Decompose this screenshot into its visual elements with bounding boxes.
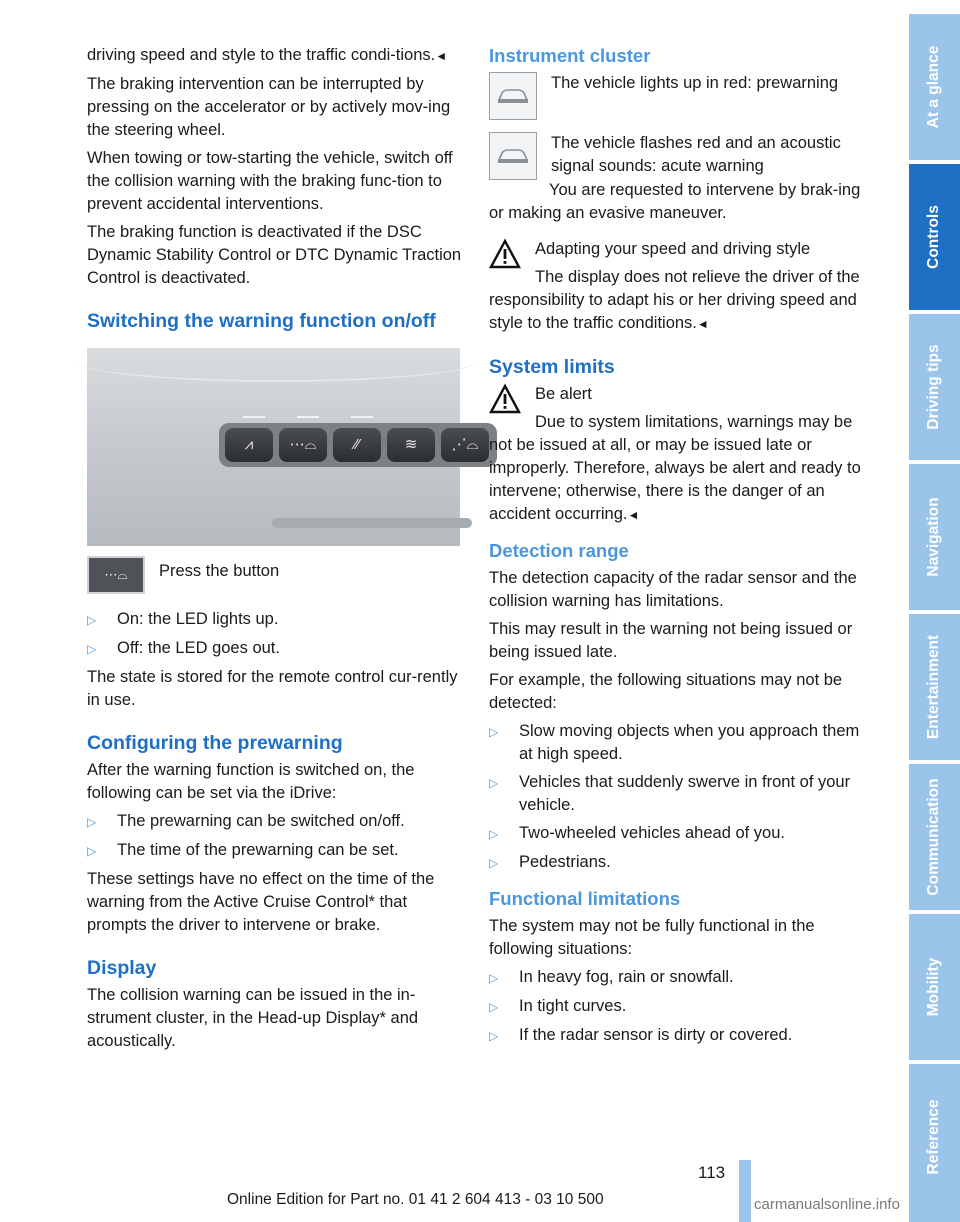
paragraph-settings: These settings have no effect on the time of the warning from the Active Cruise Control* that prompts the driver to intervene or brake. <box>87 870 435 934</box>
lane-departure-button-icon: ⩘ <box>225 428 273 462</box>
paragraph-functional: The system may not be fully functional in the following situations: <box>489 917 815 958</box>
collision-warning-icon: ⋯⌓ <box>87 556 145 594</box>
cluster-flash-row <box>489 132 865 183</box>
cluster-red-row <box>489 72 865 120</box>
list-item: ▷ The prewarning can be switched on/off. <box>87 810 463 834</box>
lane-change-button-icon: ⁄⁄ <box>333 428 381 462</box>
paragraph-detect-2: This may result in the warning not being issued or being issued late. <box>489 620 853 661</box>
heading-instrument-cluster: Instrument cluster <box>489 45 651 66</box>
right-column <box>489 44 865 1053</box>
press-button-row <box>87 556 463 594</box>
paragraph-display: The collision warning can be issued in the in-strument cluster, in the Head-up Display* and acoustically. <box>87 986 419 1050</box>
page-number: 113 <box>698 1163 726 1182</box>
paragraph-config: After the warning function is switched on, the following can be set via the iDrive: <box>87 761 415 802</box>
warning-alert-title: Be alert <box>535 385 592 403</box>
collision-warning-button-icon: ⋯⌓ <box>279 428 327 462</box>
watermark: carmanualsonline.info <box>754 1196 900 1213</box>
paragraph-detect-1: The detection capacity of the radar sensor and the collision warning has limitations. <box>489 569 857 610</box>
end-mark: ◄ <box>435 49 448 63</box>
tab-communication[interactable]: Communication <box>909 764 960 910</box>
tab-mobility[interactable]: Mobility <box>909 914 960 1060</box>
paragraph-towing: When towing or tow-starting the vehicle, switch off the collision warning with the braking func-tion to prevent accidental interventions. <box>87 149 453 213</box>
bullet-icon: ▷ <box>489 1029 499 1043</box>
vehicle-icon <box>489 72 537 120</box>
list-item: ▷ Vehicles that suddenly swerve in front of your vehicle. <box>489 771 865 817</box>
list-item: ▷ In tight curves. <box>489 995 865 1019</box>
tab-reference[interactable]: Reference <box>909 1064 960 1222</box>
bullet-icon: ▷ <box>489 776 499 790</box>
bullet-icon: ▷ <box>489 856 499 870</box>
list-item: ▷ In heavy fog, rain or snowfall. <box>489 966 865 990</box>
heading-system-limits: System limits <box>489 356 615 378</box>
bullet-icon: ▷ <box>87 844 97 858</box>
paragraph-state: The state is stored for the remote control cur-rently in use. <box>87 668 458 709</box>
stability-button-icon: ≋ <box>387 428 435 462</box>
list-item: ▷ The time of the prewarning can be set. <box>87 839 463 863</box>
list-item: ▷ If the radar sensor is dirty or covered. <box>489 1024 865 1048</box>
cluster-flash-text: The vehicle flashes red and an acoustic signal sounds: acute warning <box>551 134 841 175</box>
console-photo <box>87 348 479 546</box>
footer-edition: Online Edition for Part no. 01 41 2 604 413 - 03 10 500 <box>227 1191 604 1208</box>
paragraph-dsc: The braking function is deactivated if the DSC Dynamic Stability Control or DTC Dynamic Traction Control is deactivated. <box>87 223 462 287</box>
warning-alert-text: Due to system limitations, warnings may be not be issued at all, or may be issued late or improperly. Therefore, always be alert and ready to intervene; otherwise, there is the danger of an accident occurring.◄ <box>489 413 861 523</box>
warning-triangle-icon <box>489 383 521 415</box>
end-mark: ◄ <box>696 317 709 331</box>
tab-at-a-glance[interactable]: At a glance <box>909 14 960 160</box>
heading-configuring: Configuring the prewarning <box>87 732 343 754</box>
list-item: ▷ Slow moving objects when you approach them at high speed. <box>489 720 865 766</box>
traction-button-icon: ⋰⌓ <box>441 428 489 462</box>
tab-controls[interactable]: Controls <box>909 164 960 310</box>
cluster-intervene-text: You are requested to intervene by brak-ing or making an evasive maneuver. <box>489 181 861 222</box>
heading-functional-limitations: Functional limitations <box>489 888 681 909</box>
heading-detection-range: Detection range <box>489 540 629 561</box>
left-column <box>87 44 479 1058</box>
heading-display: Display <box>87 957 157 979</box>
bullet-icon: ▷ <box>87 815 97 829</box>
bullet-icon: ▷ <box>489 827 499 841</box>
tab-navigation[interactable]: Navigation <box>909 464 960 610</box>
warning-speed-text: The display does not relieve the driver of the responsibility to adapt his or her driving speed and style to the traffic conditions.◄ <box>489 268 860 332</box>
list-item: ▷ On: the LED lights up. <box>87 608 463 632</box>
paragraph-detect-3: For example, the following situations may not be detected: <box>489 671 843 712</box>
tab-driving-tips[interactable]: Driving tips <box>909 314 960 460</box>
end-mark: ◄ <box>627 508 640 522</box>
vehicle-icon <box>489 132 537 180</box>
bullet-icon: ▷ <box>489 1000 499 1014</box>
press-button-text: Press the button <box>159 562 280 580</box>
bullet-icon: ▷ <box>87 642 97 656</box>
cluster-red-text: The vehicle lights up in red: prewarning <box>551 74 839 92</box>
list-item: ▷ Two-wheeled vehicles ahead of you. <box>489 822 865 846</box>
list-item: ▷ Off: the LED goes out. <box>87 637 463 661</box>
warning-speed-title: Adapting your speed and driving style <box>535 240 811 258</box>
page-number-bar <box>739 1160 751 1222</box>
bullet-icon: ▷ <box>87 613 97 627</box>
list-item: ▷ Pedestrians. <box>489 851 865 875</box>
tab-entertainment[interactable]: Entertainment <box>909 614 960 760</box>
warning-triangle-icon <box>489 238 521 270</box>
bullet-icon: ▷ <box>489 971 499 985</box>
paragraph-braking-interrupt: The braking intervention can be interrupted by pressing on the accelerator or by actively mov-ing the steering wheel. <box>87 75 451 139</box>
bullet-icon: ▷ <box>489 725 499 739</box>
paragraph-intro: driving speed and style to the traffic condi-tions.◄ <box>87 46 448 64</box>
heading-switching: Switching the warning function on/off <box>87 310 436 332</box>
